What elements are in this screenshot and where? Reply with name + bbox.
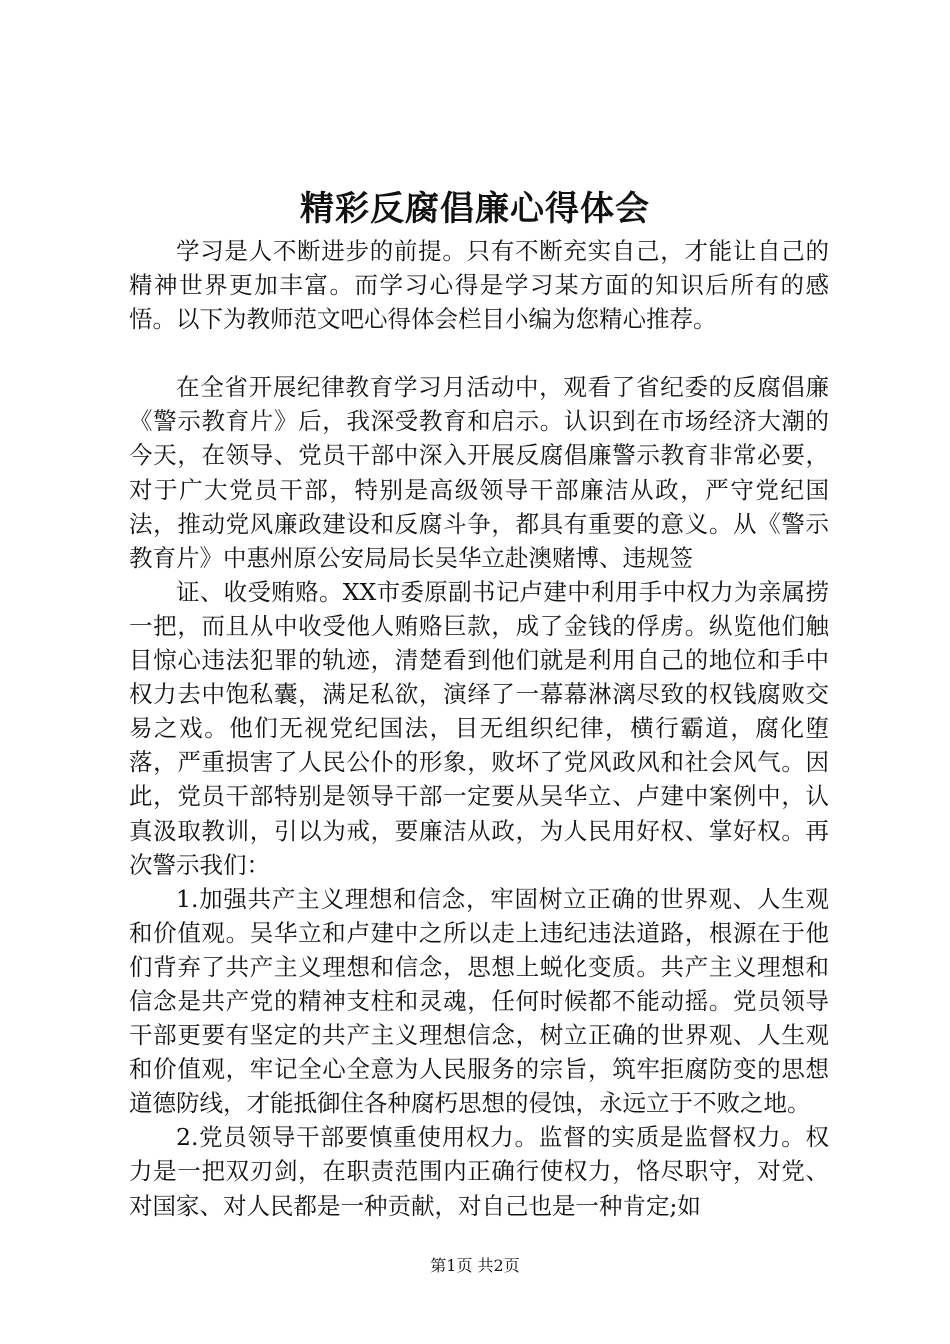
intro-paragraph: 学习是人不断进步的前提。只有不断充实自己，才能让自己的精神世界更加丰富。而学习心得是学习某方面的知识后所有的感悟。以下为教师范文吧心得体会栏目小编为您精心推荐。 bbox=[129, 237, 829, 334]
paragraph-spacer bbox=[129, 336, 829, 370]
body-paragraph-2: 证、收受贿赂。XX市委原副书记卢建中利用手中权力为亲属捞一把，而且从中收受他人贿赂巨款，成了金钱的俘虏。纵览他们触目惊心违法犯罪的轨迹，清楚看到他们就是利用自己的地位和手中权力去中饱私囊，满足私欲，演绎了一幕幕淋漓尽致的权钱腐败交易之戏。他们无视党纪国法，目无组织纪律，横行霸道，腐化堕落，严重损害了人民公仆的形象，败坏了党风政风和社会风气。因此，党员干部特别是领导干部一定要从吴华立、卢建中案例中，认真汲取教训，引以为戒，要廉洁从政，为人民用好权、掌好权。再次警示我们： bbox=[129, 577, 829, 879]
body-paragraph-3: 1.加强共产主义理想和信念，牢固树立正确的世界观、人生观和价值观。吴华立和卢建中之所以走上违纪违法道路，根源在于他们背弃了共产主义理想和信念，思想上蜕化变质。共产主义理想和信念是共产党的精神支柱和灵魂，任何时候都不能动摇。党员领导干部更要有坚定的共产主义理想信念，树立正确的世界观、人生观和价值观，牢记全心全意为人民服务的宗旨，筑牢拒腐防变的思想道德防线，才能抵御住各种腐朽思想的侵蚀，永远立于不败之地。 bbox=[129, 884, 829, 1118]
document-body bbox=[129, 234, 829, 1223]
page-number-footer: 第1页 共2页 bbox=[430, 1256, 520, 1275]
body-paragraph-1: 在全省开展纪律教育学习月活动中，观看了省纪委的反腐倡廉《警示教育片》后，我深受教育和启示。认识到在市场经济大潮的今天，在领导、党员干部中深入开展反腐倡廉警示教育非常必要，对于广大党员干部，特别是高级领导干部廉洁从政，严守党纪国法，推动党风廉政建设和反腐斗争，都具有重要的意义。从《警示教育片》中惠州原公安局局长吴华立赴澳赌博、违规签 bbox=[129, 373, 829, 572]
body-paragraph-4: 2.党员领导干部要慎重使用权力。监督的实质是监督权力。权力是一把双刃剑，在职责范围内正确行使权力，恪尽职守，对党、对国家、对人民都是一种贡献，对自己也是一种肯定;如 bbox=[129, 1123, 829, 1220]
document-title: 精彩反腐倡廉心得体会 bbox=[300, 189, 650, 229]
